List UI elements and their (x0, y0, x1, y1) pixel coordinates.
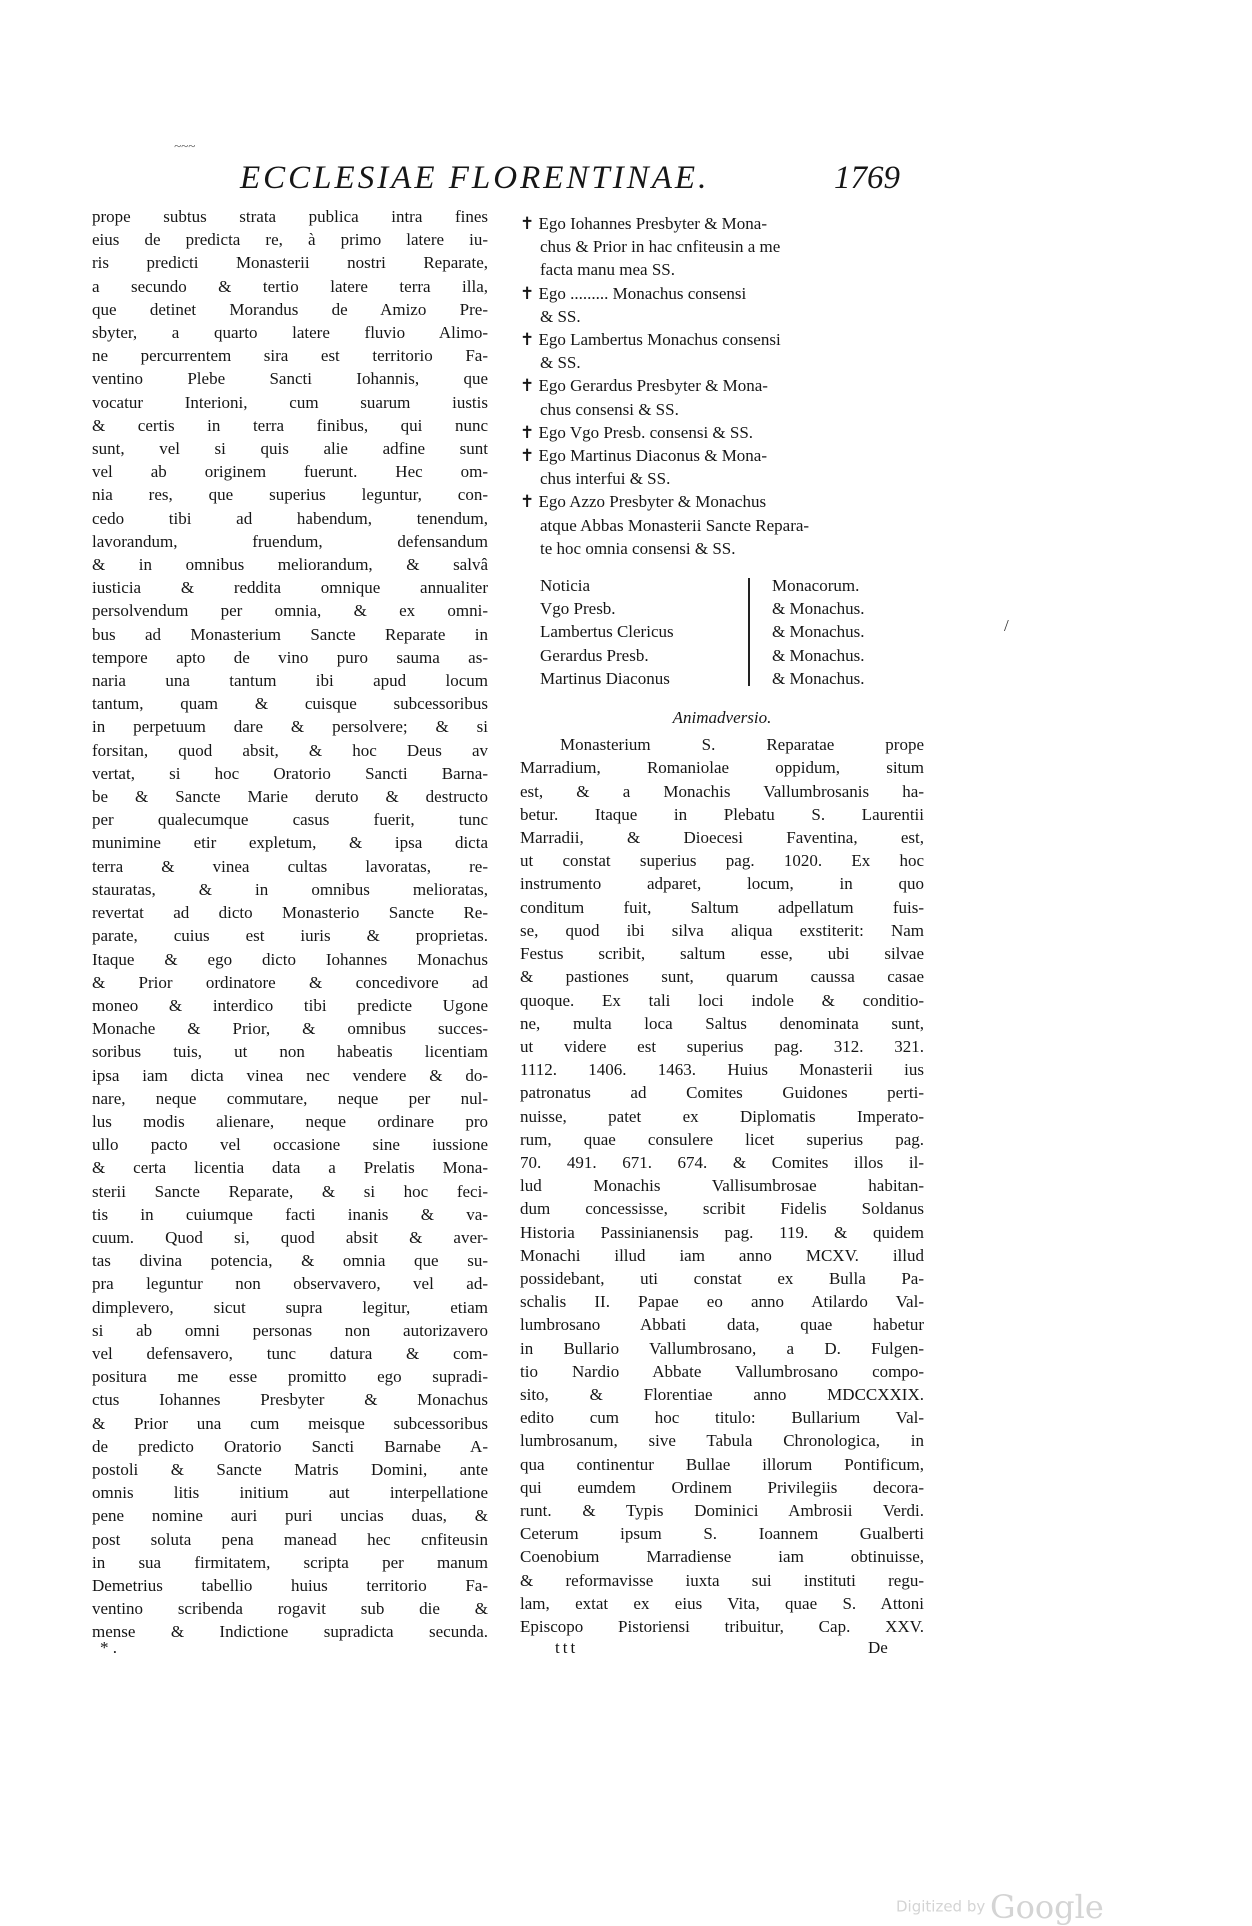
signature-line: ✝ Ego Azzo Presbyter & Monachus (520, 492, 767, 512)
notice-role: & Monachus. (772, 599, 865, 619)
signature-line: ✝ Ego Vgo Presb. consensi & SS. (520, 422, 754, 442)
animadversio-line: lam, extat ex eius Vita, quae S. Attoni (520, 1593, 924, 1613)
text-line: positura me esse promitto ego supradi- (92, 1367, 488, 1387)
text-line: lavorandum, fruendum, defensandum (92, 531, 488, 551)
animadversio-line: rum, quae consulere licet superius pag. (520, 1129, 924, 1149)
animadversio-line: Festus scribit, saltum esse, ubi silvae (520, 944, 924, 964)
text-line: tantum, quam & cuisque subcessoribus (92, 694, 488, 714)
notice-names (520, 574, 736, 690)
animadversio-line: quoque. Ex tali loci indole & conditio- (520, 990, 924, 1010)
text-line: vertat, si hoc Oratorio Sancti Barna- (92, 763, 488, 783)
animadversio-line: lumbrosano Abbati data, quae habetur (520, 1315, 924, 1335)
animadversio-line: est, & a Monachis Vallumbrosanis ha- (520, 781, 924, 801)
text-line: bus ad Monasterium Sancte Reparate in (92, 624, 488, 644)
animadversio-line: instrumento adparet, locum, in quo (520, 874, 924, 894)
animadversio-line: qui eumdem Ordinem Privilegiis decora- (520, 1477, 924, 1497)
text-line: ventino scribenda rogavit sub die & (92, 1599, 488, 1619)
text-line: & Prior una cum meisque subcessoribus (92, 1413, 488, 1433)
signature-line: te hoc omnia consensi & SS. (540, 538, 736, 558)
animadversio-line: sito, & Florentiae anno MDCCXXIX. (520, 1384, 924, 1404)
notice-role: Monacorum. (772, 576, 860, 596)
animadversio-line: runt. & Typis Dominici Ambrosii Verdi. (520, 1500, 924, 1520)
text-line: ventino Plebe Sancti Iohannis, que (92, 369, 488, 389)
text-line: iusticia & reddita omnique annualiter (92, 578, 488, 598)
notice-name: Lambertus Clericus (540, 622, 674, 642)
text-line: si ab omni personas non autorizavero (92, 1320, 488, 1340)
animadversio-line: nuisse, patet ex Diplomatis Imperato- (520, 1106, 924, 1126)
signature-line: atque Abbas Monasterii Sancte Repara- (540, 515, 810, 535)
text-line: revertat ad dicto Monasterio Sancte Re- (92, 903, 488, 923)
text-line: & in omnibus meliorandum, & salvâ (92, 555, 488, 575)
notice-name: Gerardus Presb. (540, 645, 649, 665)
text-line: tas divina potencia, & omnia que su- (92, 1251, 488, 1271)
text-line: pene nomine auri puri uncias duas, & (92, 1506, 488, 1526)
animadversio-line: ut videre est superius pag. 312. 321. (520, 1036, 924, 1056)
right-column (520, 212, 924, 1638)
animadversio-line: dum concessisse, scribit Fidelis Soldanus (520, 1199, 924, 1219)
text-line: cedo tibi ad habendum, tenendum, (92, 508, 488, 528)
signature-line: chus & Prior in hac cnfiteusin a me (540, 237, 781, 257)
animadversio-line: Ceterum ipsum S. Ioannem Gualberti (520, 1524, 924, 1544)
animadversio-line: & reformavisse iuxta sui instituti regu- (520, 1570, 924, 1590)
animadversio-line: & pastiones sunt, quarum caussa casae (520, 967, 924, 987)
text-line: dimplevero, sicut supra legitur, etiam (92, 1297, 488, 1317)
notice-role: & Monachus. (772, 622, 865, 642)
left-column (92, 205, 488, 1644)
animadversio-line: betur. Itaque in Plebatu S. Laurentii (520, 804, 924, 824)
text-line: in sua firmitatem, scripta per manum (92, 1552, 488, 1572)
text-line: tempore apto de vino puro sauma as- (92, 647, 488, 667)
watermark-prefix: Digitized by (896, 1897, 986, 1916)
signature-mark: ttt (555, 1638, 579, 1657)
text-line: de predicto Oratorio Sancti Barnabe A- (92, 1436, 488, 1456)
signature-line: ✝ Ego Martinus Diaconus & Mona- (520, 446, 768, 466)
text-line: naria una tantum ibi apud locum (92, 671, 488, 691)
notice-name: Noticia (540, 576, 591, 596)
text-line: vel ab originem fuerunt. Hec om- (92, 462, 488, 482)
notice-role: & Monachus. (772, 668, 865, 688)
animadversio-heading: Animadversio. (672, 708, 772, 728)
animadversio-line: Marradium, Romaniolae oppidum, situm (520, 758, 924, 778)
text-line: sterii Sancte Reparate, & si hoc feci- (92, 1181, 488, 1201)
text-line: eius de predicta re, à primo latere iu- (92, 230, 488, 250)
digitized-watermark (896, 1888, 1104, 1926)
text-line: persolvendum per omnia, & ex omni- (92, 601, 488, 621)
text-line: & Prior ordinatore & concedivore ad (92, 972, 488, 992)
text-line: mense & Indictione supradicta secunda. (92, 1622, 488, 1642)
animadversio-line: 70. 491. 671. 674. & Comites illos il- (520, 1152, 924, 1172)
animadversio-line: se, quod ibi silva aliqua exstiterit: Nam (520, 920, 924, 940)
animadversio-line: lumbrosanum, sive Tabula Chronologica, in (520, 1431, 924, 1451)
text-line: ne percurrentem sira est territorio Fa- (92, 346, 488, 366)
corner-mark: ~~~ (174, 138, 196, 153)
signature-line: & SS. (540, 353, 581, 373)
animadversio-line: Episcopo Pistoriensi tribuitur, Cap. XXV. (520, 1616, 924, 1636)
signature-block (520, 212, 924, 560)
animadversio-line: lud Monachis Vallisumbrosae habitan- (520, 1176, 924, 1196)
animadversio-line: edito cum hoc titulo: Bullarium Val- (520, 1408, 924, 1428)
animadversio-line: Monachi illud iam anno MCXV. illud (520, 1245, 924, 1265)
animadversio-line: patronatus ad Comites Guidones perti- (520, 1083, 924, 1103)
text-line: postoli & Sancte Matris Domini, ante (92, 1459, 488, 1479)
animadversio-line: ut constat superius pag. 1020. Ex hoc (520, 851, 924, 871)
animadversio-line: conditum fuit, Saltum adpellatum fuis- (520, 897, 924, 917)
left-catchword: * . (100, 1638, 117, 1657)
animadversio-line: Coenobium Marradiense iam obtinuisse, (520, 1547, 924, 1567)
text-line: per qualecumque casus fuerit, tunc (92, 810, 488, 830)
text-line: parate, cuius est iuris & proprietas. (92, 926, 488, 946)
text-line: moneo & interdico tibi predicte Ugone (92, 995, 488, 1015)
text-line: ctus Iohannes Presbyter & Monachus (92, 1390, 488, 1410)
text-line: prope subtus strata publica intra fines (92, 207, 488, 226)
text-line: forsitan, quod absit, & hoc Deus av (92, 740, 488, 760)
text-line: ipsa iam dicta vinea nec vendere & do- (92, 1065, 488, 1085)
animadversio-line: in Bullario Vallumbrosano, a D. Fulgen- (520, 1338, 924, 1358)
text-line: cuum. Quod si, quod absit & aver- (92, 1227, 488, 1247)
text-line: pra leguntur non observavero, vel ad- (92, 1274, 488, 1294)
text-line: sbyter, a quarto latere fluvio Alimo- (92, 323, 488, 343)
text-line: vel defensavero, tunc datura & com- (92, 1343, 488, 1363)
stray-mark: / (1004, 616, 1009, 635)
notice-name: Vgo Presb. (540, 599, 616, 619)
text-line: nia res, que superius leguntur, con- (92, 485, 488, 505)
animadversio-line: qua continentur Bullae illorum Pontificum, (520, 1454, 924, 1474)
text-line: stauratas, & in omnibus melioratas, (92, 879, 488, 899)
text-line: nare, neque commutare, neque per nul- (92, 1088, 488, 1108)
signature-line: chus interfui & SS. (540, 469, 671, 489)
signature-line: ✝ Ego Gerardus Presbyter & Mona- (520, 376, 768, 396)
witness-notice (520, 574, 924, 690)
signature-line: chus consensi & SS. (540, 399, 679, 419)
animadversio-line: Monasterium S. Reparatae prope (560, 735, 924, 755)
text-line: a secundo & tertio latere terra illa, (92, 276, 488, 296)
text-line: & certis in terra finibus, qui nunc (92, 415, 488, 435)
text-line: Monache & Prior, & omnibus succes- (92, 1019, 488, 1039)
animadversio-line: tio Nardio Abbate Vallumbrosano compo- (520, 1361, 924, 1381)
animadversio-line: possidebant, uti constat ex Bulla Pa- (520, 1268, 924, 1288)
text-line: soribus tuis, ut non habeatis licentiam (92, 1042, 488, 1062)
text-line: terra & vinea cultas lavoratas, re- (92, 856, 488, 876)
signature-line: ✝ Ego Lambertus Monachus consensi (520, 330, 781, 350)
text-line: omnis litis initium aut interpellatione (92, 1483, 488, 1503)
text-line: Demetrius tabellio huius territorio Fa- (92, 1575, 488, 1595)
animadversio-line: ne, multa loca Saltus denominata sunt, (520, 1013, 924, 1033)
animadversio-text (520, 733, 924, 1638)
page-number: 1769 (834, 160, 900, 196)
notice-role: & Monachus. (772, 645, 865, 665)
animadversio-line: Historia Passinianensis pag. 119. & quidem (520, 1222, 924, 1242)
text-line: sunt, vel si quis alie adfine sunt (92, 439, 488, 459)
text-line: munimine etir expletum, & ipsa dicta (92, 833, 488, 853)
right-catchword: De (868, 1638, 888, 1657)
animadversio-line: Marradii, & Dioecesi Faventina, est, (520, 828, 924, 848)
text-line: ullo pacto vel occasione sine iussione (92, 1135, 488, 1155)
text-line: Itaque & ego dicto Iohannes Monachus (92, 949, 488, 969)
text-line: vocatur Interioni, cum suarum iustis (92, 392, 488, 412)
notice-brace (736, 574, 766, 690)
signature-line: ✝ Ego Iohannes Presbyter & Mona- (520, 214, 767, 233)
animadversio-line: schalis II. Papae eo anno Atilardo Val- (520, 1292, 924, 1312)
signature-line: facta manu mea SS. (540, 260, 676, 280)
text-line: post soluta pena manead hec cnfiteusin (92, 1529, 488, 1549)
signature-line: & SS. (540, 306, 581, 326)
running-title: ECCLESIAE FLORENTINAE. (240, 160, 710, 196)
signature-line: ✝ Ego ......... Monachus consensi (520, 283, 747, 303)
notice-roles (766, 574, 924, 690)
notice-name: Martinus Diaconus (540, 668, 670, 688)
running-header (240, 160, 930, 200)
text-line: ris predicti Monasterii nostri Reparate, (92, 253, 488, 273)
text-line: in perpetuum dare & persolvere; & si (92, 717, 488, 737)
text-line: & certa licentia data a Prelatis Mona- (92, 1158, 488, 1178)
google-logo: Google (990, 1888, 1104, 1926)
text-line: be & Sancte Marie deruto & destructo (92, 787, 488, 807)
text-line: tis in cuiumque facti inanis & va- (92, 1204, 488, 1224)
text-line: lus modis alienare, neque ordinare pro (92, 1111, 488, 1131)
text-line: que detinet Morandus de Amizo Pre- (92, 299, 488, 319)
animadversio-line: 1112. 1406. 1463. Huius Monasterii ius (520, 1060, 924, 1080)
